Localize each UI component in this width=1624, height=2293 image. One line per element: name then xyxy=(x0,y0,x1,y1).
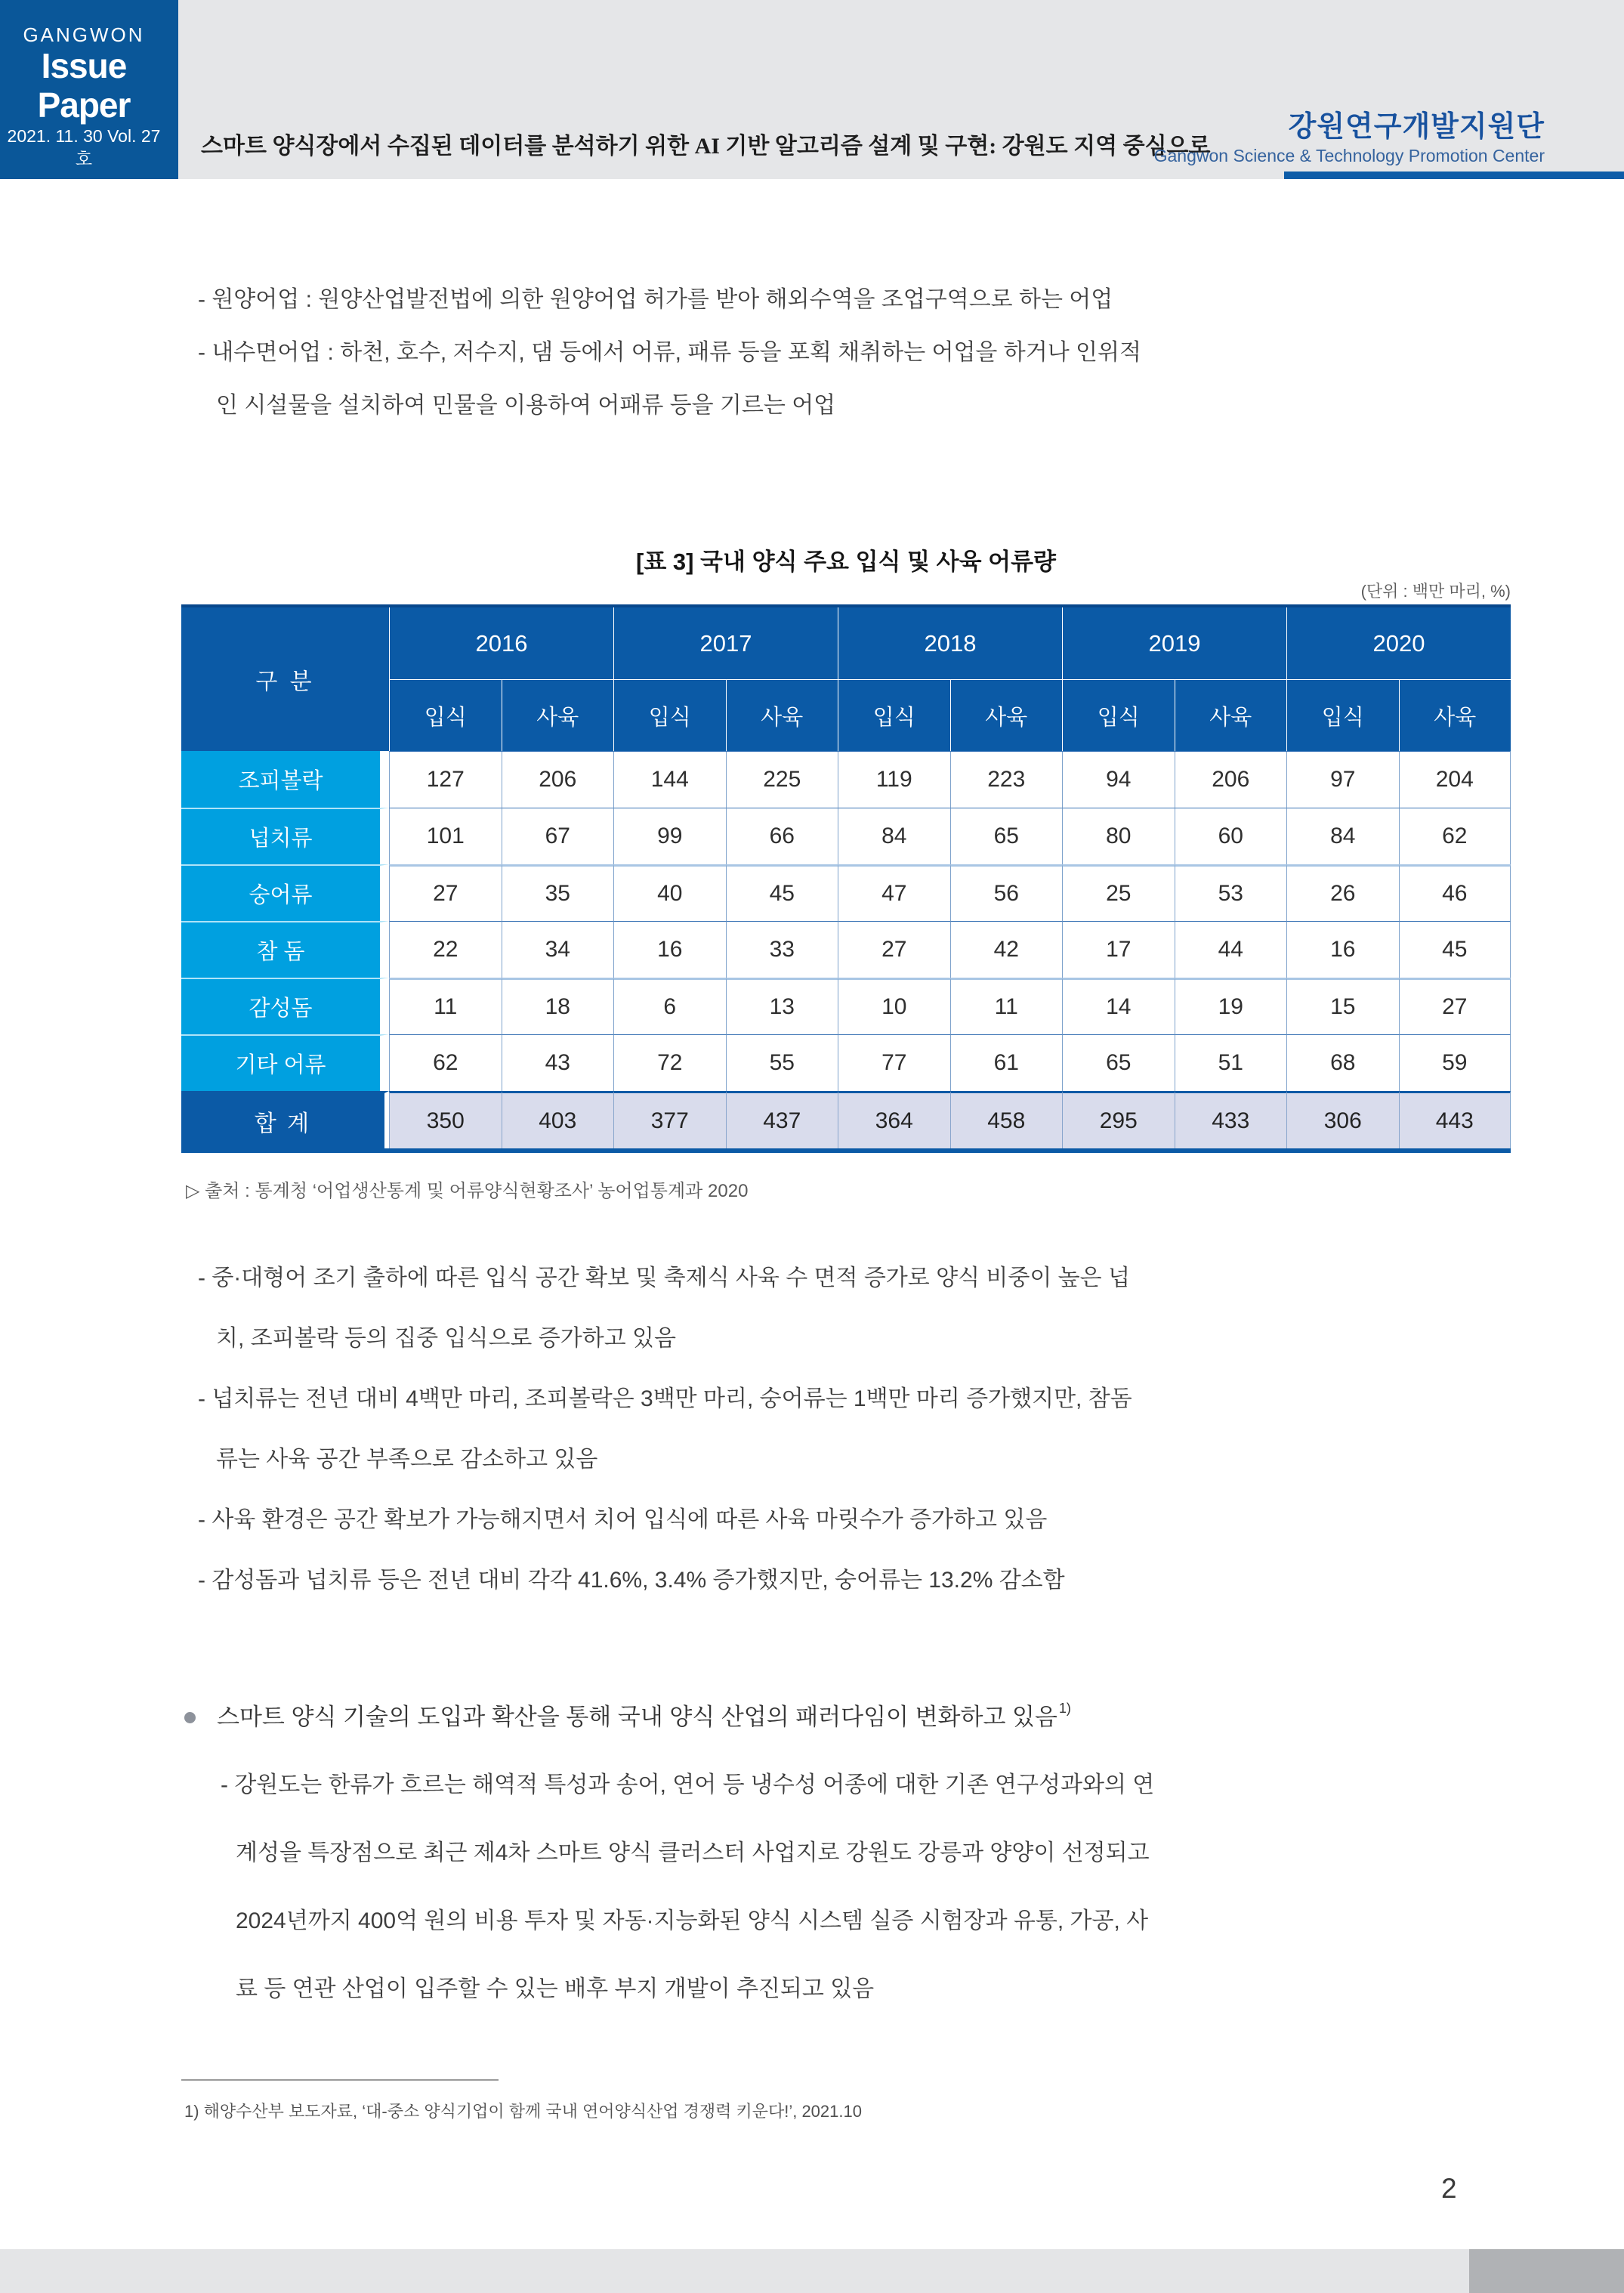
table-cell: 45 xyxy=(726,864,838,921)
footnote-text: 1) 해양수산부 보도자료, ‘대-중소 양식기업이 함께 국내 연어양식산업 경쟁력 키운다!’, 2021.10 xyxy=(184,2102,862,2121)
row-label: 넙치류 xyxy=(181,808,389,864)
analysis-line: - 넙치류는 전년 대비 4백만 마리, 조피볼락은 3백만 마리, 숭어류는 1백만 마리 증가했지만, 참돔 xyxy=(198,1386,1132,1411)
table-cell: 223 xyxy=(950,751,1063,808)
table-subheader: 사육 xyxy=(1175,680,1287,751)
table-header-year: 2016 xyxy=(389,607,613,680)
table-cell: 84 xyxy=(1286,808,1399,864)
table-cell: 26 xyxy=(1286,864,1399,921)
table-cell: 80 xyxy=(1062,808,1175,864)
table-cell: 206 xyxy=(1175,751,1287,808)
table-cell: 99 xyxy=(613,808,726,864)
table-cell: 55 xyxy=(726,1034,838,1091)
smart-sub-line: 계성을 특장점으로 최근 제4차 스마트 양식 클러스터 사업지로 강원도 강릉과 양양이 선정되고 xyxy=(236,1840,1150,1865)
row-label: 숭어류 xyxy=(181,864,389,921)
smart-sub-line: 2024년까지 400억 원의 비용 투자 및 자동·지능화된 양식 시스템 실증 시험장과 유통, 가공, 사 xyxy=(236,1908,1149,1933)
aquaculture-table xyxy=(181,604,1511,1153)
footer-strip-dark xyxy=(1469,2249,1624,2293)
footer-strip-light xyxy=(0,2249,1469,2293)
total-cell: 377 xyxy=(613,1091,726,1148)
intro-line: - 내수면어업 : 하천, 호수, 저수지, 댐 등에서 어류, 패류 등을 포획 채취하는 어업을 하거나 인위적 xyxy=(198,340,1141,365)
smart-bullet-section xyxy=(184,1683,1154,2023)
total-cell: 437 xyxy=(726,1091,838,1148)
table-cell: 51 xyxy=(1175,1034,1287,1091)
table-cell: 56 xyxy=(950,864,1063,921)
table-cell: 18 xyxy=(502,978,614,1034)
table-header-year: 2018 xyxy=(838,607,1062,680)
page-number: 2 xyxy=(1441,2173,1457,2204)
table-cell: 72 xyxy=(613,1034,726,1091)
table-subheader: 입식 xyxy=(838,680,950,751)
table-cell: 84 xyxy=(838,808,950,864)
table-subheader: 입식 xyxy=(613,680,726,751)
table-cell: 144 xyxy=(613,751,726,808)
table-subheader: 사육 xyxy=(726,680,838,751)
brand-top-text: GANGWON xyxy=(23,23,145,46)
table-header-corner: 구 분 xyxy=(181,607,389,751)
table-cell: 53 xyxy=(1175,864,1287,921)
table-cell: 35 xyxy=(502,864,614,921)
total-cell: 350 xyxy=(389,1091,502,1148)
table-cell: 17 xyxy=(1062,921,1175,978)
analysis-line: - 중·대형어 조기 출하에 따른 입식 공간 확보 및 축제식 사육 수 면적 증가로 양식 비중이 높은 넙 xyxy=(198,1265,1130,1290)
intro-line: 인 시설물을 설치하여 민물을 이용하여 어패류 등을 기르는 어업 xyxy=(216,393,836,418)
total-cell: 295 xyxy=(1062,1091,1175,1148)
footnote-reference: 1) xyxy=(1058,1701,1071,1716)
table-cell: 43 xyxy=(502,1034,614,1091)
table-cell: 15 xyxy=(1286,978,1399,1034)
total-cell: 403 xyxy=(502,1091,614,1148)
table-cell: 11 xyxy=(950,978,1063,1034)
table-cell: 77 xyxy=(838,1034,950,1091)
table-cell: 25 xyxy=(1062,864,1175,921)
table-cell: 68 xyxy=(1286,1034,1399,1091)
footnote-divider xyxy=(181,2079,499,2081)
organization-name-en: Gangwon Science & Technology Promotion Center xyxy=(1153,146,1545,165)
analysis-line: 류는 사육 공간 부족으로 감소하고 있음 xyxy=(216,1447,598,1472)
table-subheader: 입식 xyxy=(389,680,502,751)
analysis-bullet-list xyxy=(198,1248,1132,1611)
table-caption: [표 3] 국내 양식 주요 입식 및 사육 어류량 xyxy=(636,549,1056,575)
table-cell: 127 xyxy=(389,751,502,808)
brand-main-text: Issue Paper xyxy=(37,46,131,125)
table-cell: 33 xyxy=(726,921,838,978)
smart-lead-line xyxy=(184,1683,1154,1751)
table-cell: 204 xyxy=(1399,751,1511,808)
table-cell: 14 xyxy=(1062,978,1175,1034)
table-cell: 16 xyxy=(613,921,726,978)
table-cell: 62 xyxy=(1399,808,1511,864)
bullet-dot-icon xyxy=(184,1712,196,1723)
table-cell: 6 xyxy=(613,978,726,1034)
table-cell: 59 xyxy=(1399,1034,1511,1091)
table-cell: 16 xyxy=(1286,921,1399,978)
intro-bullet-list xyxy=(198,273,1141,432)
table-cell: 19 xyxy=(1175,978,1287,1034)
table-cell: 47 xyxy=(838,864,950,921)
table-unit-note: (단위 : 백만 마리, %) xyxy=(1360,582,1511,601)
row-label: 조피볼락 xyxy=(181,751,389,808)
table-subheader: 입식 xyxy=(1286,680,1399,751)
row-label: 참 돔 xyxy=(181,921,389,978)
analysis-line: - 감성돔과 넙치류 등은 전년 대비 각각 41.6%, 3.4% 증가했지만, 숭어류는 13.2% 감소함 xyxy=(198,1568,1065,1593)
table-cell: 27 xyxy=(1399,978,1511,1034)
table-cell: 10 xyxy=(838,978,950,1034)
table-source-note: ▷ 출처 : 통계청 ‘어업생산통계 및 어류양식현황조사’ 농어업통계과 2020 xyxy=(186,1181,749,1201)
table-cell: 62 xyxy=(389,1034,502,1091)
table-cell: 34 xyxy=(502,921,614,978)
organization-name: 강원연구개발지원단 xyxy=(1288,111,1545,143)
total-row-label: 합 계 xyxy=(181,1091,389,1148)
brand-issue-date: 2021. 11. 30 Vol. 27호 xyxy=(7,126,161,168)
total-cell: 364 xyxy=(838,1091,950,1148)
table-cell: 206 xyxy=(502,751,614,808)
table-cell: 44 xyxy=(1175,921,1287,978)
table-header-year: 2019 xyxy=(1062,607,1286,680)
brand-logo xyxy=(0,23,168,170)
organization-block xyxy=(1154,110,1545,168)
table-subheader: 사육 xyxy=(950,680,1063,751)
table-subheader: 입식 xyxy=(1062,680,1175,751)
row-label: 감성돔 xyxy=(181,978,389,1034)
table-cell: 65 xyxy=(1062,1034,1175,1091)
table-cell: 11 xyxy=(389,978,502,1034)
analysis-line: - 사육 환경은 공간 확보가 가능해지면서 치어 입식에 따른 사육 마릿수가 증가하고 있음 xyxy=(198,1507,1048,1532)
row-label: 기타 어류 xyxy=(181,1034,389,1091)
document-title: 스마트 양식장에서 수집된 데이터를 분석하기 위한 AI 기반 알고리즘 설계 및 구현: 강원도 지역 중심으로 xyxy=(201,134,1211,159)
brand-logo-box xyxy=(0,0,178,179)
table-cell: 45 xyxy=(1399,921,1511,978)
table-cell: 225 xyxy=(726,751,838,808)
table-header-year: 2020 xyxy=(1286,607,1511,680)
header-accent-bar xyxy=(1284,172,1624,179)
total-cell: 306 xyxy=(1286,1091,1399,1148)
total-cell: 443 xyxy=(1399,1091,1511,1148)
table-cell: 101 xyxy=(389,808,502,864)
table-cell: 97 xyxy=(1286,751,1399,808)
analysis-line: 치, 조피볼락 등의 집중 입식으로 증가하고 있음 xyxy=(216,1326,676,1351)
table-cell: 13 xyxy=(726,978,838,1034)
table-cell: 94 xyxy=(1062,751,1175,808)
table-subheader: 사육 xyxy=(1399,680,1511,751)
smart-sub-line: - 강원도는 한류가 흐르는 해역적 특성과 송어, 연어 등 냉수성 어종에 대한 기존 연구성과와의 연 xyxy=(221,1772,1155,1797)
intro-line: - 원양어업 : 원양산업발전법에 의한 원양어업 허가를 받아 해외수역을 조업구역으로 하는 어업 xyxy=(198,287,1113,312)
table-subheader: 사육 xyxy=(502,680,614,751)
table-header-year: 2017 xyxy=(613,607,838,680)
smart-sub-line: 료 등 연관 산업이 입주할 수 있는 배후 부지 개발이 추진되고 있음 xyxy=(236,1976,875,2001)
table-cell: 60 xyxy=(1175,808,1287,864)
total-cell: 458 xyxy=(950,1091,1063,1148)
table-cell: 67 xyxy=(502,808,614,864)
table-cell: 40 xyxy=(613,864,726,921)
total-cell: 433 xyxy=(1175,1091,1287,1148)
table-cell: 27 xyxy=(389,864,502,921)
table-cell: 22 xyxy=(389,921,502,978)
table-cell: 42 xyxy=(950,921,1063,978)
table-cell: 66 xyxy=(726,808,838,864)
table-cell: 119 xyxy=(838,751,950,808)
table-cell: 65 xyxy=(950,808,1063,864)
smart-lead-text: 스마트 양식 기술의 도입과 확산을 통해 국내 양식 산업의 패러다임이 변화하고 있음 xyxy=(217,1704,1057,1730)
table-cell: 46 xyxy=(1399,864,1511,921)
table-cell: 27 xyxy=(838,921,950,978)
table-cell: 61 xyxy=(950,1034,1063,1091)
